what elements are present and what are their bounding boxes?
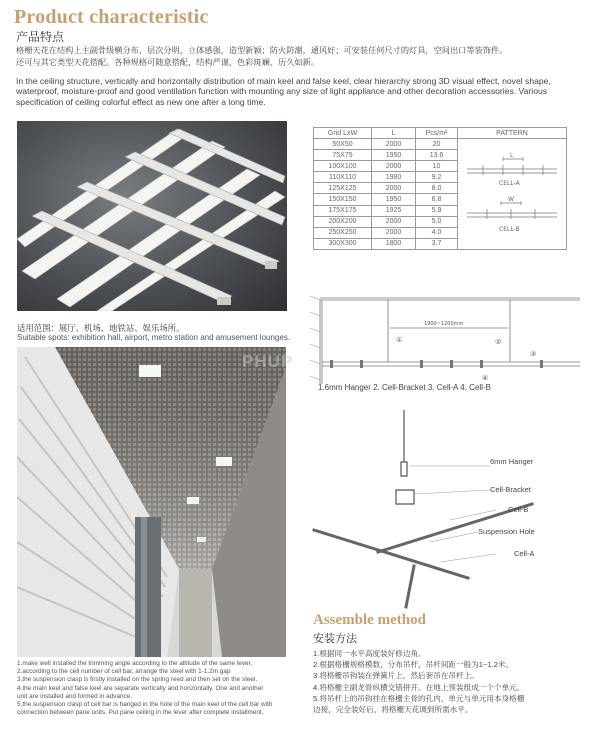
table-cell-pcs: 3.7 xyxy=(416,238,458,249)
header-l: L xyxy=(372,128,416,139)
assemble-title: Assemble method xyxy=(313,612,426,628)
marker-1: ① xyxy=(396,336,403,344)
spec-table-body xyxy=(314,139,567,250)
header-pattern: PATTERN xyxy=(458,128,567,139)
assemble-step: 2.根据格栅规格模数，分布吊杆，吊杆间距一般为1~1.2米。 xyxy=(313,660,514,670)
table-cell-l: 1980 xyxy=(372,172,416,183)
table-cell-pcs: 4.0 xyxy=(416,227,458,238)
assemble-step: 5.将吊杆上的吊钩挂在格栅主骨的孔内，单元与单元用本身格栅 xyxy=(313,693,525,703)
table-cell-pcs: 5.0 xyxy=(416,216,458,227)
table-cell-l: 1950 xyxy=(372,194,416,205)
table-cell-l: 1800 xyxy=(372,238,416,249)
table-cell-grid: 75X75 xyxy=(314,150,372,161)
exploded-diagram xyxy=(300,402,588,612)
spec-table xyxy=(313,127,567,250)
corridor-photo xyxy=(17,347,286,657)
install-steps-en xyxy=(17,660,297,717)
marker-3: ③ xyxy=(530,350,537,358)
intro-cn-line: 还可与其它类型天花搭配。各种规格可随意搭配，结构严谨，色彩斑斓、历久如新。 xyxy=(16,57,319,67)
table-cell-grid: 100X100 xyxy=(314,161,372,172)
table-cell-grid: 125X125 xyxy=(314,183,372,194)
application-cn: 适用范围：展厅、机场、地铁站、娱乐场所。 xyxy=(17,323,185,333)
table-cell-pcs: 13.6 xyxy=(416,150,458,161)
marker-4: ④ xyxy=(482,374,489,382)
corridor-illustration xyxy=(17,347,286,657)
label-bracket: Cell-Bracket xyxy=(490,485,531,494)
assemble-step: 边接，完全装好后，将格栅天花调到所需水平。 xyxy=(313,705,473,715)
install-step: connection between pane units. Put pane ceiling in the lever after complete installment. xyxy=(17,709,264,717)
cell-b-label: CELL-B xyxy=(499,226,520,233)
table-cell-pcs: 20 xyxy=(416,139,458,150)
cell-a-label: CELL-A xyxy=(499,180,520,187)
table-cell-grid: 300X300 xyxy=(314,238,372,249)
assemble-step: 4.将格栅主副龙骨纵横交错拼开。在地上预装组成一个个单元。 xyxy=(313,682,525,692)
marker-2: ② xyxy=(495,338,502,346)
assemble-title-cn: 安装方法 xyxy=(313,633,357,645)
dimension-label: 1900~1200mm xyxy=(424,321,464,327)
table-cell-pcs: 5.9 xyxy=(416,205,458,216)
install-step: 2.according to the cell number of cell bar, arrange the steel with 1-1.2m gap xyxy=(17,668,231,676)
install-step: 5.the suspension clasp of cell bar is hanged in the hole of the main keel of the cell bar with xyxy=(17,701,273,709)
page-subtitle-cn: 产品特点 xyxy=(16,30,65,44)
table-cell-grid: 110X110 xyxy=(314,172,372,183)
table-cell-l: 1950 xyxy=(372,150,416,161)
watermark-logo: PHUP xyxy=(242,352,294,371)
table-cell-l: 2000 xyxy=(372,139,416,150)
header-grid: Grid LxW xyxy=(314,128,372,139)
table-header-row xyxy=(314,128,567,139)
table-row xyxy=(314,139,567,150)
table-cell-grid: 200X200 xyxy=(314,216,372,227)
install-step: unit are installed and formed in advance. xyxy=(17,692,133,700)
table-cell-grid: 50X50 xyxy=(314,139,372,150)
assemble-step: 1.根据同一水平高度装好修边角。 xyxy=(313,649,426,658)
header-pcs: Pcs/m² xyxy=(416,128,458,139)
table-cell-grid: 250X250 xyxy=(314,227,372,238)
table-cell-grid: 175X175 xyxy=(314,205,372,216)
install-step: 3.the suspension clasp is firstly installed on the spring reed and then set on the steel. xyxy=(17,676,258,684)
intro-cn-line: 格栅天花在结构上主副骨级横分布，层次分明，立体感强，造型新颖；防火防潮，通风好；可安装任何尺寸的灯具，空间出口等装饰件。 xyxy=(16,46,508,55)
install-step: 4.the main keel and false keel are separate vertically and horizontally. One and another xyxy=(17,684,264,692)
assemble-step: 3.将格栅吊钩装在弹簧片上，然后套吊在吊杆上。 xyxy=(313,671,479,681)
table-cell-l: 2000 xyxy=(372,227,416,238)
section-diagram xyxy=(300,288,588,396)
table-cell-l: 1925 xyxy=(372,205,416,216)
table-cell-l: 2000 xyxy=(372,183,416,194)
label-suspension-hole: Suspension Hole xyxy=(478,527,535,536)
dim-l-label: L xyxy=(510,152,514,159)
table-cell-pcs: 6.8 xyxy=(416,194,458,205)
application-en: Suitable spots: exhibition hall, airport, metro station and amusement lounges. xyxy=(17,333,291,342)
page-title: Product characteristic xyxy=(14,6,209,28)
table-cell-grid: 150X150 xyxy=(314,194,372,205)
assemble-steps xyxy=(313,648,589,715)
table-cell-l: 2000 xyxy=(372,216,416,227)
intro-en: In the ceiling structure, vertically and horizontally distribution of main keel and false keel, clear hierarchy strong 3D visual effect, novel shape, waterproof, moisture-proof and good ventilation function with mounting any size of light appliance and other decoration accessories. Various specification of ceiling colorful effect as new one after a long time. xyxy=(16,76,551,107)
table-cell-pcs: 9.2 xyxy=(416,172,458,183)
install-step: 1.make well installed the trimming angle according to the altitude of the same lever. xyxy=(17,660,253,667)
table-cell-pcs: 10 xyxy=(416,161,458,172)
table-cell-l: 2000 xyxy=(372,161,416,172)
label-cell-b: Cell-B xyxy=(508,505,529,514)
section-legend: 1.6mm Hanger 2. Cell-Bracket 3. Cell-A 4. Cell-B xyxy=(318,383,491,392)
dim-w-label: W xyxy=(508,196,514,203)
label-cell-a: Cell-A xyxy=(514,549,535,558)
table-cell-pcs: 8.0 xyxy=(416,183,458,194)
pattern-cell xyxy=(458,139,567,250)
grid-ceiling-photo xyxy=(17,121,287,311)
label-hanger: 6mm Hanger xyxy=(490,457,534,466)
intro-cn xyxy=(16,45,588,68)
grid-ceiling-illustration xyxy=(17,121,287,311)
pattern-diagram xyxy=(461,139,563,247)
